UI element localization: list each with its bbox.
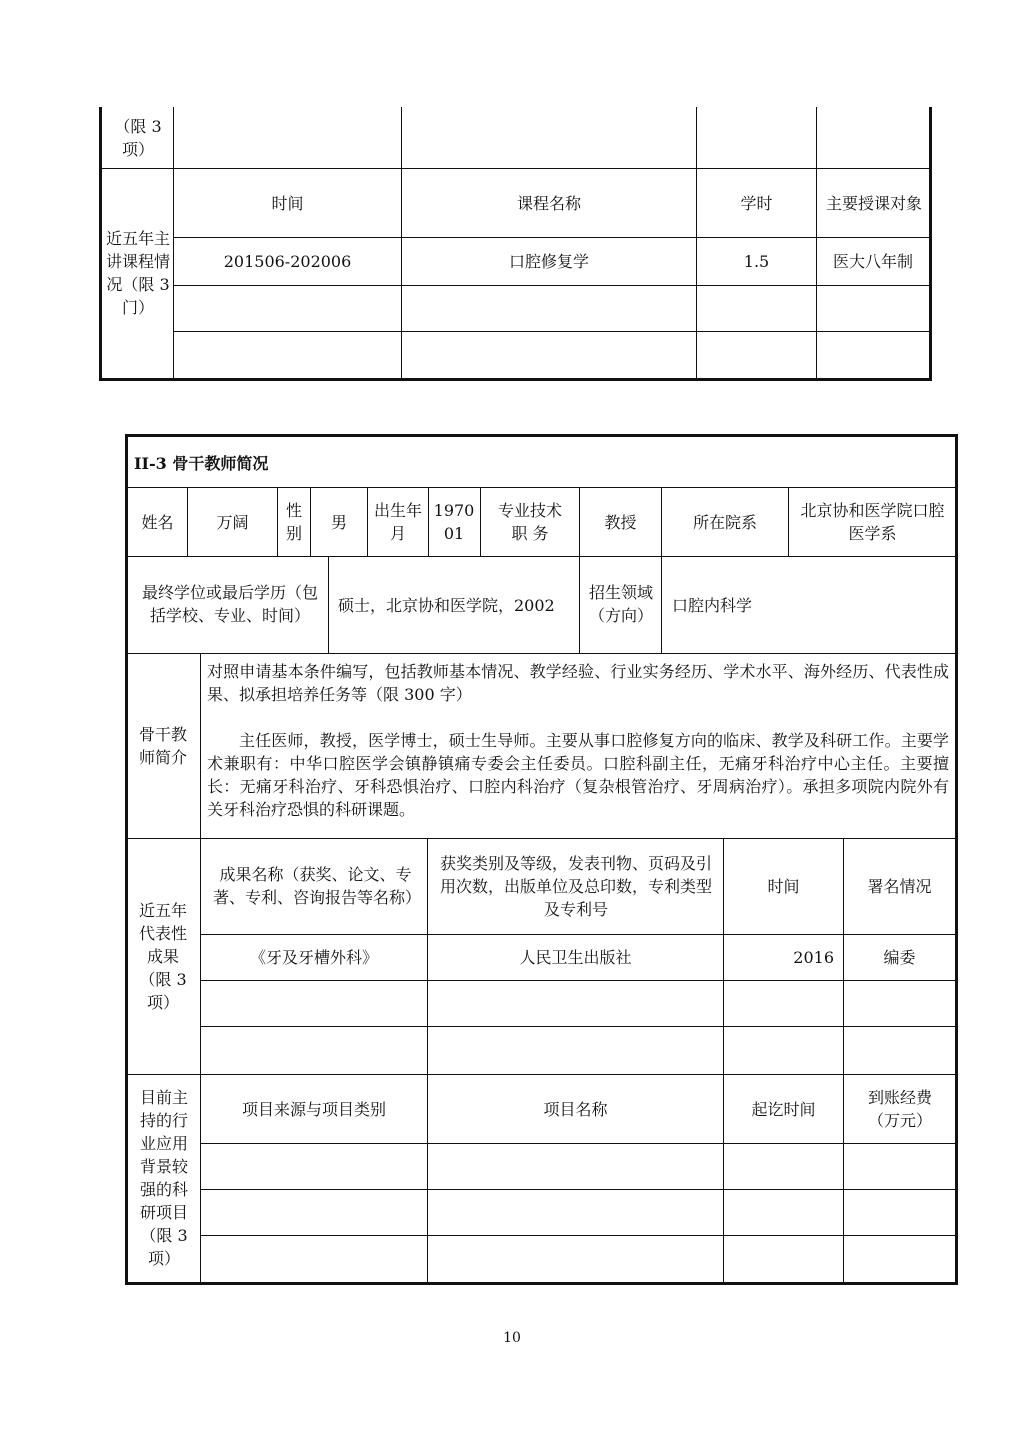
bio-label: 骨干教师简介 bbox=[138, 725, 187, 767]
dept-label: 所在院系 bbox=[692, 512, 757, 532]
gender-value: 男 bbox=[330, 512, 347, 532]
achievement-header-name: 成果名称（获奖、论文、专著、专利、咨询报告等名称） bbox=[213, 865, 422, 907]
achievement-header-author: 署名情况 bbox=[867, 877, 932, 896]
field-value: 口腔内科学 bbox=[672, 595, 753, 615]
projects-side-label: 目前主持的行业应用背景较强的科研项目（限 3 项） bbox=[139, 1088, 188, 1268]
project-header-period: 起讫时间 bbox=[751, 1099, 816, 1119]
course-header-time: 时间 bbox=[271, 193, 304, 213]
project-header-source: 项目来源与项目类别 bbox=[241, 1099, 386, 1119]
course-header-audience: 主要授课对象 bbox=[825, 193, 922, 213]
section-title: II-3 骨干教师简况 bbox=[134, 453, 269, 473]
name-label: 姓名 bbox=[141, 512, 174, 532]
limit-3-items-label: （限 3 项） bbox=[114, 117, 162, 159]
gender-label: 性别 bbox=[285, 501, 302, 543]
bio-instruction: 对照申请基本条件编写，包括教师基本情况、教学经验、行业实务经历、学术水平、海外经历、代表性成果、拟承担培养任务等（限 300 字） bbox=[207, 662, 949, 704]
page-number: 10 bbox=[503, 1329, 521, 1346]
course-row-audience: 医大八年制 bbox=[832, 252, 913, 271]
name-value: 万阔 bbox=[216, 512, 249, 532]
project-header-name: 项目名称 bbox=[543, 1099, 608, 1119]
project-header-funding: 到账经费（万元） bbox=[867, 1088, 932, 1130]
degree-value: 硕士，北京协和医学院，2002 bbox=[338, 595, 555, 615]
course-row-time: 201506-202006 bbox=[223, 252, 352, 271]
title-value: 教授 bbox=[604, 512, 637, 532]
achievement-row-time: 2016 bbox=[793, 948, 834, 967]
achievement-row-author: 编委 bbox=[883, 948, 916, 967]
courses-side-label: 近五年主讲课程情况（限 3 门） bbox=[105, 228, 170, 317]
title-label: 专业技术 职 务 bbox=[497, 501, 562, 543]
degree-label: 最终学位或最后学历（包括学校、专业、时间） bbox=[141, 583, 318, 625]
course-row-hours: 1.5 bbox=[743, 252, 770, 271]
achievement-row-name: 《牙及牙槽外科》 bbox=[249, 948, 378, 967]
bio-text: 主任医师，教授，医学博士，硕士生导师。主要从事口腔修复方向的临床、教学及科研工作。主要学术兼职有：中华口腔医学会镇静镇痛专委会主任委员。口腔科副主任，无痛牙科治疗中心主任。主要擅长：无痛牙科治疗、牙科恐惧治疗、口腔内科治疗（复杂根管治疗、牙周病治疗）。承担多项院内院外有关牙科治疗恐惧的科研课题。 bbox=[207, 731, 949, 819]
achievement-row-detail: 人民卫生出版社 bbox=[519, 948, 632, 967]
birth-label: 出生年月 bbox=[374, 501, 423, 543]
achievements-side-label: 近五年代表性成果（限 3 项） bbox=[138, 900, 187, 1012]
course-header-name: 课程名称 bbox=[516, 193, 581, 213]
field-label: 招生领域（方向） bbox=[588, 583, 653, 625]
achievement-header-time: 时间 bbox=[767, 877, 800, 896]
birth-value: 1970 01 bbox=[433, 501, 475, 543]
course-header-hours: 学时 bbox=[740, 193, 773, 213]
achievement-header-detail: 获奖类别及等级，发表刊物、页码及引用次数，出版单位及总印数，专利类型及专利号 bbox=[439, 853, 712, 919]
course-row-name: 口腔修复学 bbox=[508, 252, 589, 271]
dept-value: 北京协和医学院口腔医学系 bbox=[800, 501, 945, 543]
